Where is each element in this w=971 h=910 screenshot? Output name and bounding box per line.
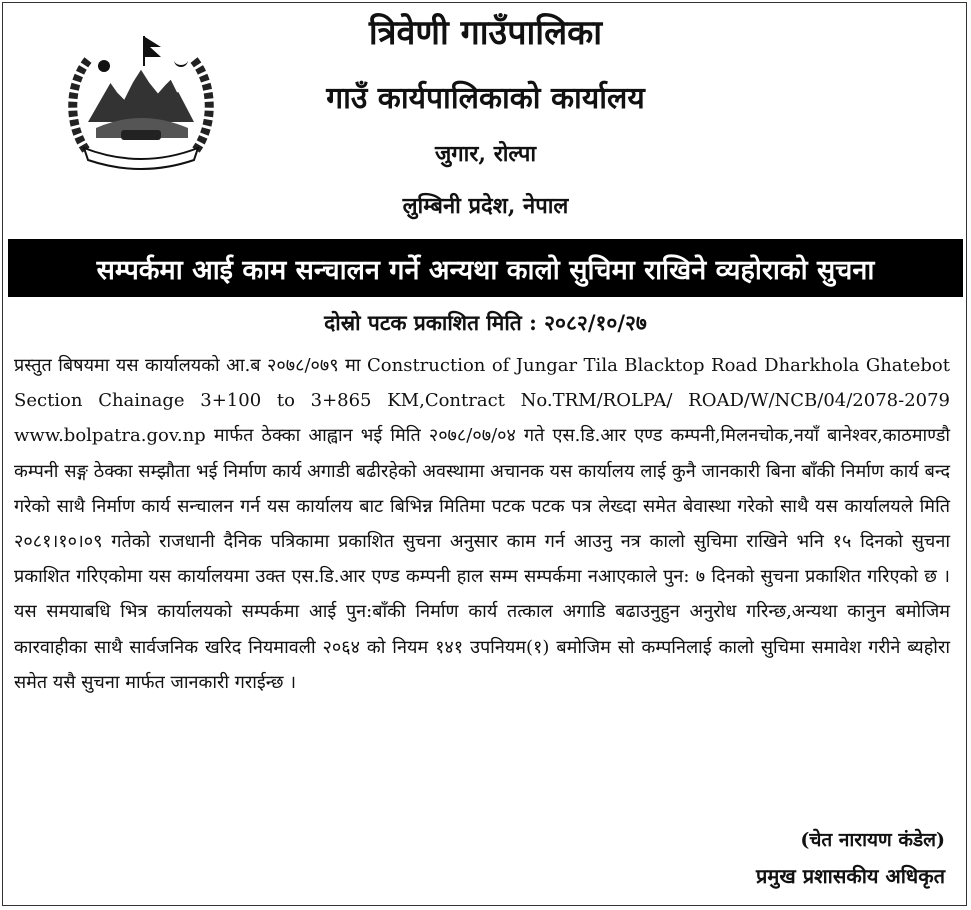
notice-title-bar [8, 239, 963, 297]
office-subtitle-heading: गाउँ कार्यपालिकाको कार्यालय [326, 81, 645, 116]
signatory-name: (चेत नारायण कंडेल) [800, 829, 945, 851]
publish-date-line: दोस्रो पटक प्रकाशित मिति : २०८२/१०/२७ [324, 310, 647, 335]
office-address: जुगार, रोल्पा [434, 141, 537, 167]
signatory-designation: प्रमुख प्रशासकीय अधिकृत [756, 864, 945, 888]
office-province: लुम्बिनी प्रदेश, नेपाल [402, 193, 569, 219]
notice-body-paragraph: प्रस्तुत बिषयमा यस कार्यालयको आ.ब २०७८/०७९ मा Construction of Jungar Tila Blacktop Road Dharkhola Ghatebot Section Chainage 3+100 to 3+865 KM,Contract No.TRM/ROLPA/ ROAD/W/NCB/04/2078-2079 www.bolpatra.gov.np मार्फत ठेक्का आह्वान भई मिति २०७८/०७/०४ गते एस.डि.आर एण्ड कम्पनी,मिलनचोक,नयाँ बानेश्वर,काठमाण्डौ कम्पनी सङ्ग ठेक्का सम्झौता भई निर्माण कार्य अगाडी बढीरहेको अवस्थामा अचानक यस कार्यालय लाई कुनै जानकारी बिना बाँकी निर्माण कार्य बन्द गरेको साथै निर्माण कार्य सन्चालन गर्न यस कार्यालय बाट बिभिन्न मितिमा पटक पटक पत्र लेख्दा समेत बेवास्था गरेको साथै यस कार्यालयले मिति २०८१।१०।०९ गतेको राजधानी दैनिक पत्रिकामा प्रकाशित सुचना अनुसार काम गर्न आउनु नत्र कालो सुचिमा राखिने भनि १५ दिनको सुचना प्रकाशित गरिएकोमा यस कार्यालयमा उक्त एस.डि.आर एण्ड कम्पनी हाल सम्म सम्पर्कमा नआएकाले पुन: ७ दिनको सुचना प्रकाशित गरिएको छ । यस समयाबधि भित्र कार्यालयको सम्पर्कमा आई पुन:बाँकी निर्माण कार्य तत्काल अगाडि बढाउनुहुन अनुरोध गरिन्छ,अन्यथा कानुन बमोजिम कारवाहीका साथै सार्वजनिक खरिद नियमावली २०६४ को नियम १४१ उपनियम(१) बमोजिम सो कम्पनिलाई कालो सुचिमा समावेश गरीने ब्यहोरा समेत यसै सुचना मार्फत जानकारी गराईन्छ । [14, 355, 950, 693]
office-name-heading: त्रिवेणी गाउँपालिका [368, 13, 603, 53]
notice-title: सम्पर्कमा आई काम सन्चालन गर्ने अन्यथा कालो सुचिमा राखिने व्यहोराको सुचना [96, 254, 875, 286]
